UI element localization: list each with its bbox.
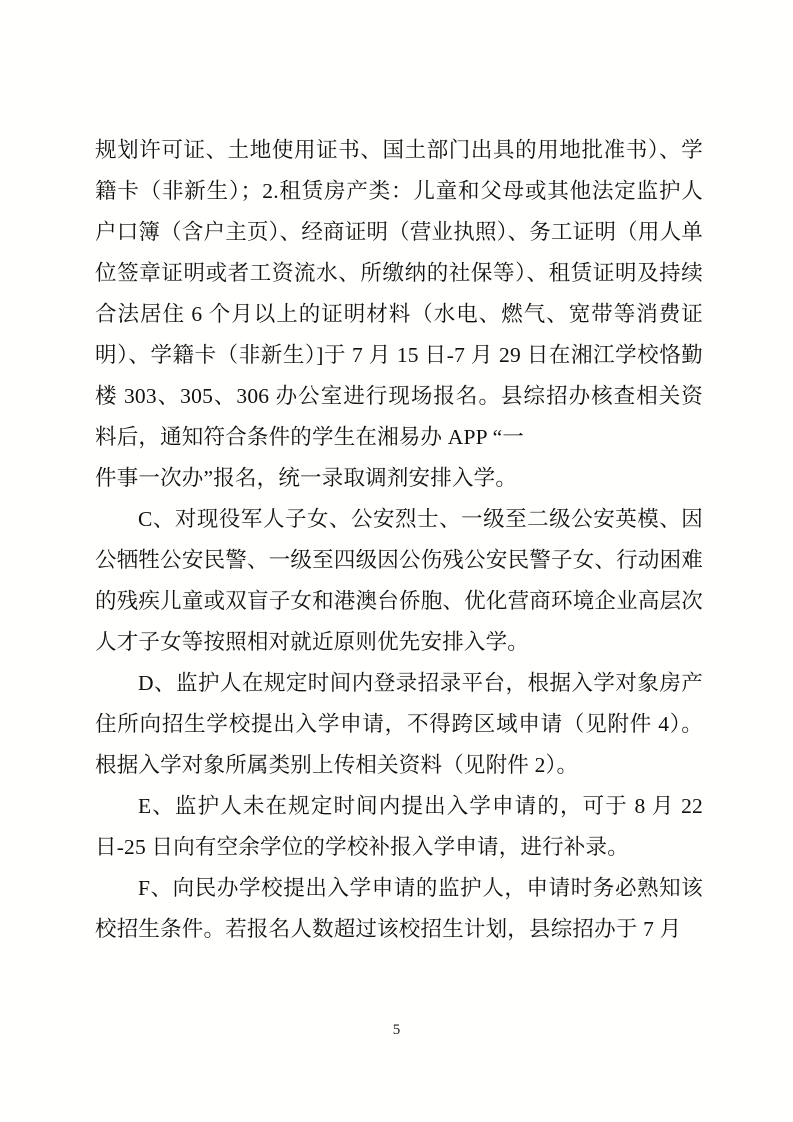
quote-open-mark: “一	[492, 425, 525, 449]
paragraph-4-text: E、监护人未在规定时间内提出入学申请的，可于 8 月 22 日-25 日向有空余学位的学校补报入学申请，进行补录。	[95, 794, 703, 859]
document-body	[95, 130, 703, 950]
paragraph-3	[95, 663, 703, 786]
paragraph-1	[95, 130, 703, 458]
paragraph-5-text: F、向民办学校提出入学申请的监护人，申请时务必熟知该校招生条件。若报名人数超过该校招生计划，县综招办于 7 月	[95, 876, 703, 941]
paragraph-2-text: C、对现役军人子女、公安烈士、一级至二级公安英模、因公牺牲公安民警、一级至四级因公伤残公安民警子女、行动困难的残疾儿童或双盲子女和港澳台侨胞、优化营商环境企业高层次人才子女等按照相对就近原则优先安排入学。	[95, 507, 703, 654]
paragraph-3-text: D、监护人在规定时间内登录招录平台，根据入学对象房产住所向招生学校提出入学申请，不得跨区域申请（见附件 4）。根据入学对象所属类别上传相关资料（见附件 2）。	[95, 671, 703, 777]
page-number: 5	[392, 1022, 401, 1038]
paragraph-1-text: 规划许可证、土地使用证书、国土部门出具的用地批准书）、学籍卡（非新生）；2.租赁房产类：儿童和父母或其他法定监护人户口簿（含户主页）、经商证明（营业执照）、务工证明（用人单位签章证明或者工资流水、所缴纳的社保等）、租赁证明及持续合法居住 6 个月以上的证明材料（水电、燃气、宽带等消费证明）、学籍卡（非新生）]于 7 月 15 日-7 月 29 日在湘江学校恪勤楼 303、305、306 办公室进行现场报名。县综招办核查相关资料后，通知符合条件的学生在湘易办 APP	[95, 138, 703, 449]
paragraph-5	[95, 868, 703, 950]
paragraph-2	[95, 499, 703, 663]
paragraph-1-continuation	[95, 458, 703, 499]
paragraph-1-continuation-text: 件事一次办”报名，统一录取调剂安排入学。	[95, 466, 518, 490]
paragraph-4	[95, 786, 703, 868]
